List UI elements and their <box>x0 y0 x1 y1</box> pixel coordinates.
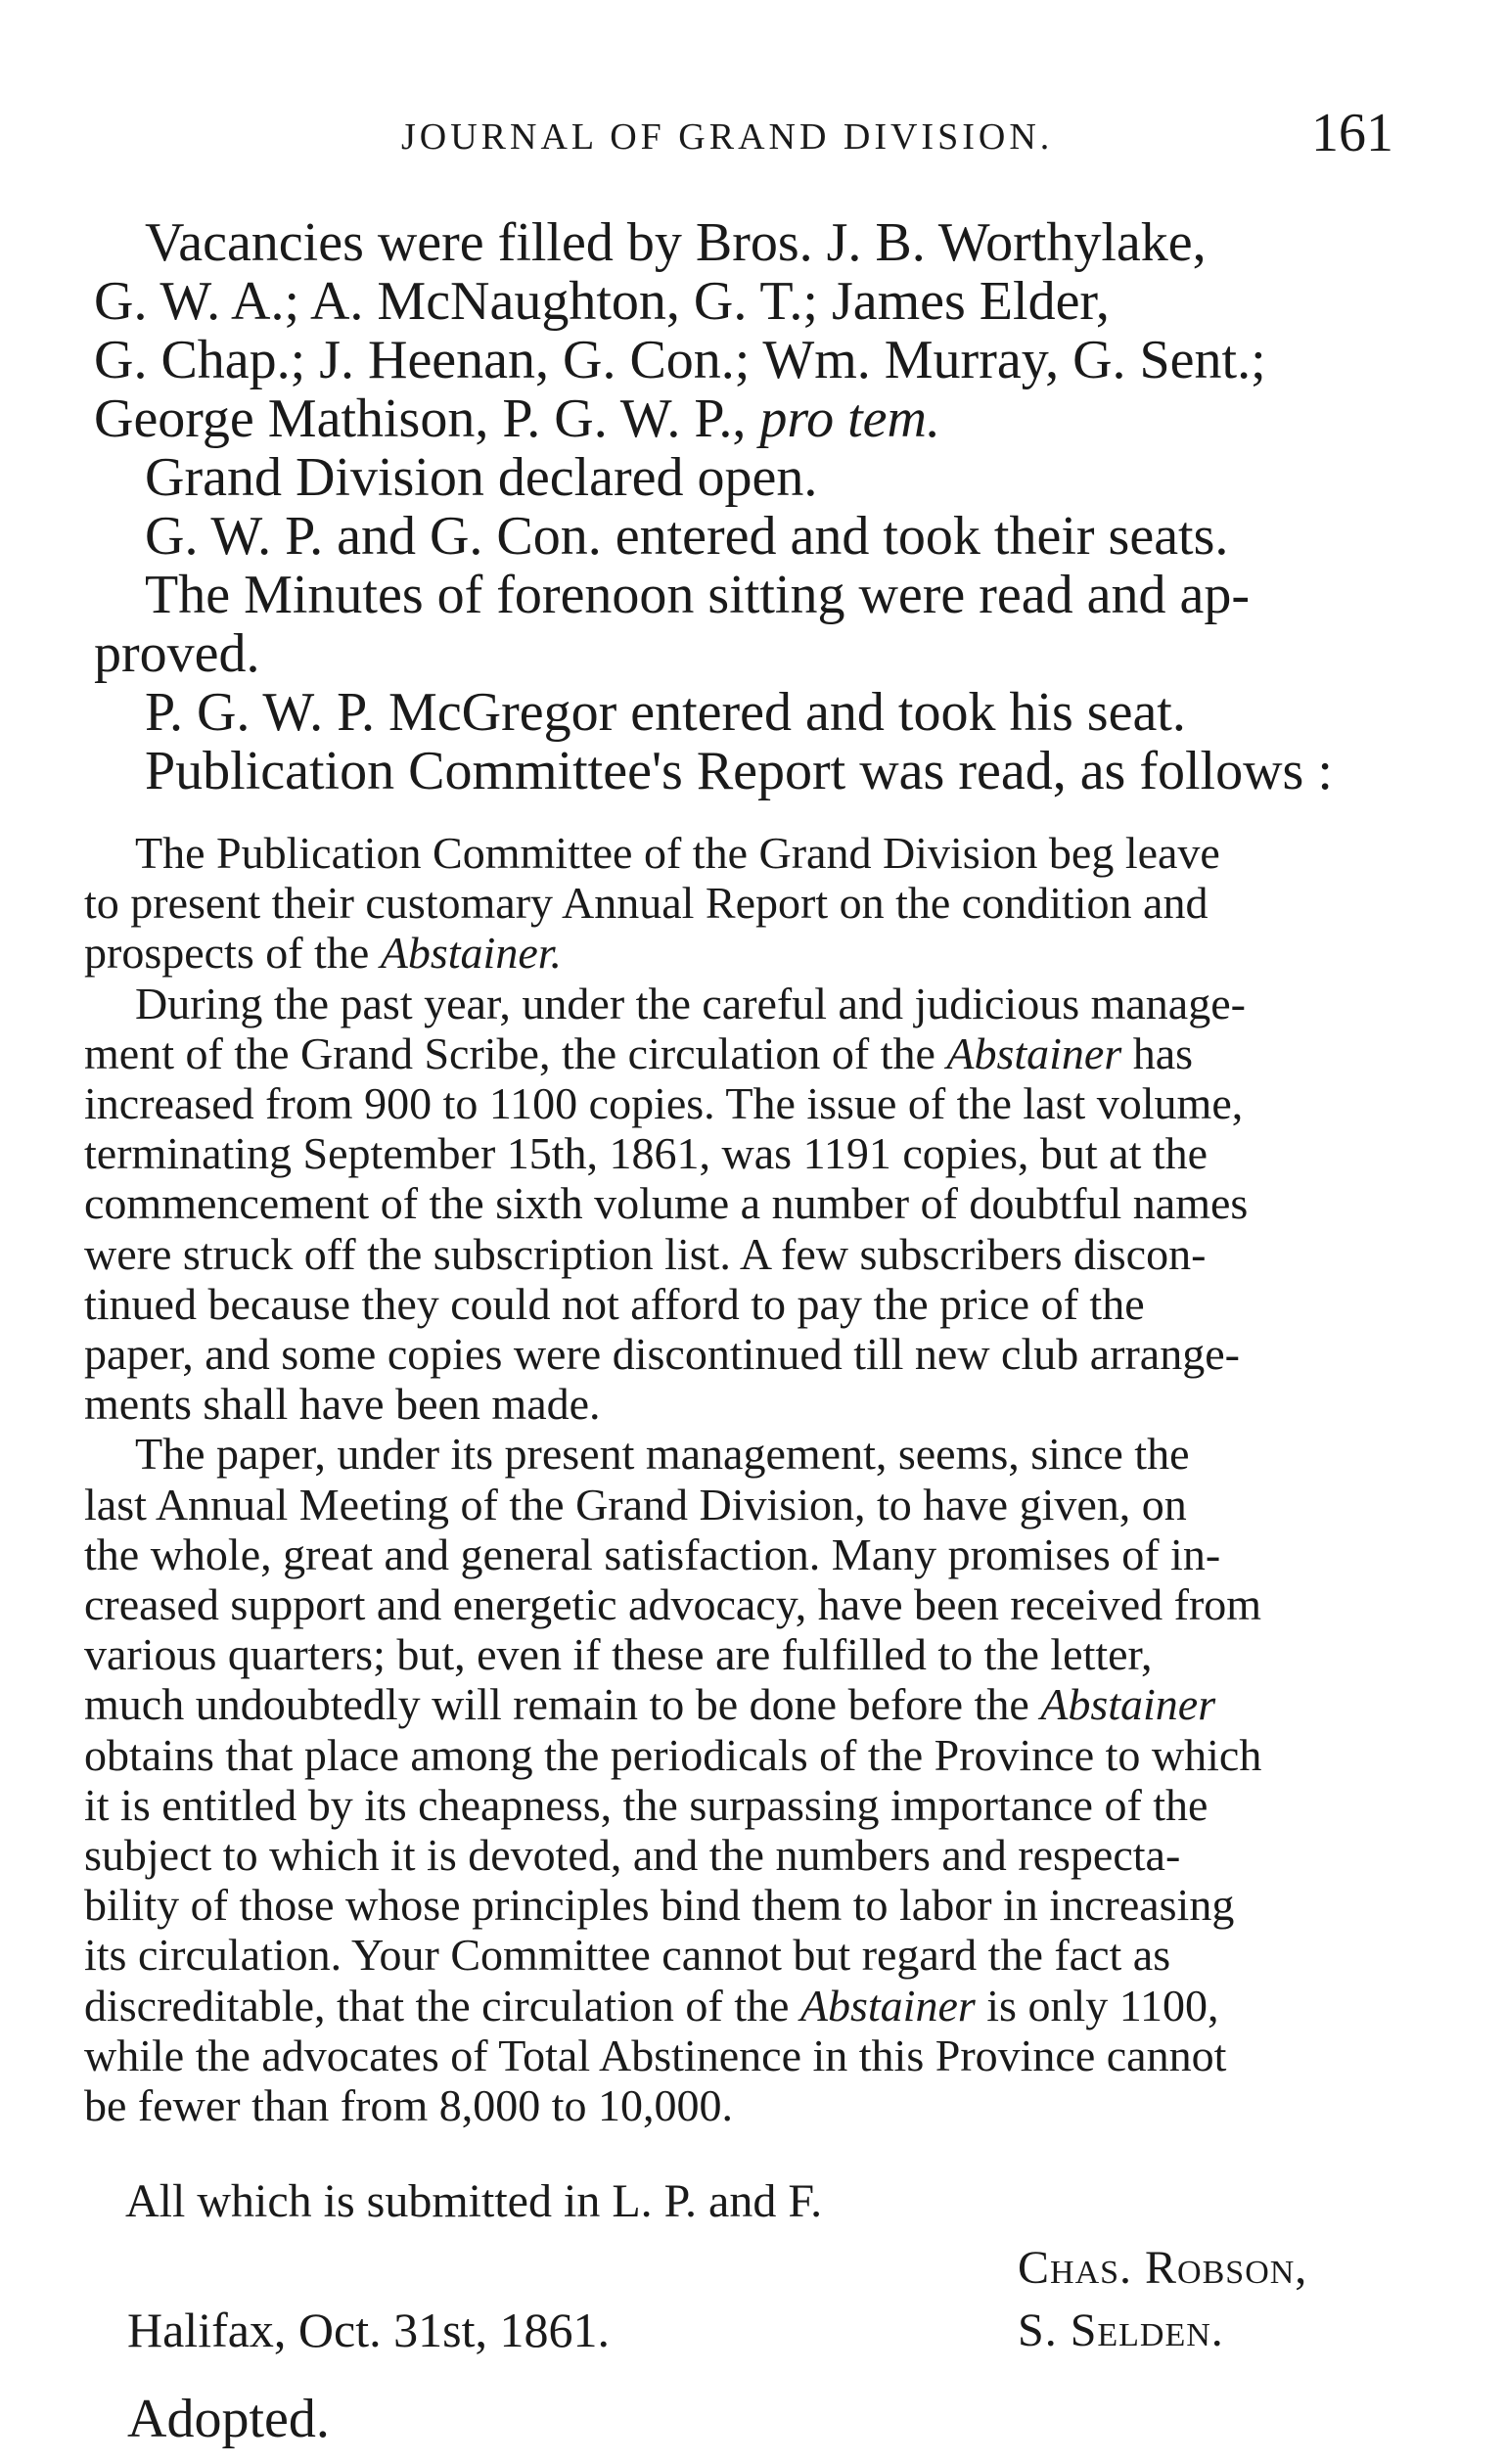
mcgregor-line: P. G. W. P. McGregor entered and took his seat. <box>145 682 1186 743</box>
vacancies-line-4 <box>94 389 1425 448</box>
para2-line-4: terminating September 15th, 1861, was 1191 copies, but at the <box>84 1128 1209 1179</box>
running-head: JOURNAL OF GRAND DIVISION. <box>401 116 1054 158</box>
para3-line-12-tail: is only 1100, <box>986 1980 1219 2031</box>
submitted-line: All which is submitted in L. P. and F. <box>125 2175 823 2227</box>
para3-line-13: while the advocates of Total Abstinence in this Province cannot <box>84 2030 1227 2080</box>
para3-line-8: it is entitled by its cheapness, the surpassing importance of the <box>84 1779 1209 1830</box>
para2-line-1: During the past year, under the careful and judicious manage- <box>135 978 1246 1028</box>
para2-line-9: ments shall have been made. <box>84 1379 601 1430</box>
para2-line-2-tail: has <box>1132 1027 1194 1078</box>
para1-line-3 <box>84 928 1395 978</box>
page-number: 161 <box>1311 103 1393 163</box>
abstainer-italic-3: Abstainer <box>1040 1679 1216 1730</box>
abstainer-italic-1: Abstainer. <box>380 928 563 979</box>
vacancies-line-3: G. Chap.; J. Heenan, G. Con.; Wm. Murray, G. Sent.; <box>94 330 1266 390</box>
report-intro-line: Publication Committee's Report was read, as follows : <box>145 741 1333 801</box>
para2-line-2-text: ment of the Grand Scribe, the circulation of the <box>84 1027 935 1078</box>
para3-line-9: subject to which it is devoted, and the numbers and respecta- <box>84 1830 1181 1881</box>
para3-line-12 <box>84 1981 1395 2031</box>
abstainer-italic-2: Abstainer <box>946 1027 1122 1078</box>
vacancies-line-2: G. W. A.; A. McNaughton, G. T.; James Elder, <box>94 271 1110 332</box>
para3-line-4: creased support and energetic advocacy, have been received from <box>84 1579 1262 1630</box>
adopted-line: Adopted. <box>127 2389 330 2449</box>
para3-line-10: bility of those whose principles bind them to labor in increasing <box>84 1880 1235 1931</box>
para3-line-5: various quarters; but, even if these are fulfilled to the letter, <box>84 1629 1153 1680</box>
para2-line-7: tinued because they could not afford to pay the price of the <box>84 1278 1145 1329</box>
minutes-read-line-2: proved. <box>94 623 260 684</box>
signature-robson: Chas. Robson, <box>1018 2242 1308 2294</box>
abstainer-italic-4: Abstainer <box>799 1980 976 2031</box>
para1-line-3-text: prospects of the <box>84 928 370 979</box>
para2-line-6: were struck off the subscription list. A few subscribers discon- <box>84 1228 1207 1279</box>
para3-line-1: The paper, under its present management, seems, since the <box>135 1429 1190 1480</box>
vacancies-line-4-text: George Mathison, P. G. W. P., <box>94 388 747 449</box>
para3-line-14: be fewer than from 8,000 to 10,000. <box>84 2080 734 2131</box>
minutes-read-line-1: The Minutes of forenoon sitting were read and ap- <box>145 565 1250 625</box>
report-section <box>84 828 1395 2130</box>
vacancies-line-1: Vacancies were filled by Bros. J. B. Worthylake, <box>145 212 1207 273</box>
para3-line-11: its circulation. Your Committee cannot but regard the fact as <box>84 1930 1171 1981</box>
para3-line-6-text: much undoubtedly will remain to be done before the <box>84 1679 1029 1730</box>
para3-line-12-text: discreditable, that the circulation of the <box>84 1980 790 2031</box>
declared-open-line: Grand Division declared open. <box>145 447 818 508</box>
para3-line-2: last Annual Meeting of the Grand Division, to have given, on <box>84 1479 1187 1529</box>
para3-line-6 <box>84 1679 1395 1729</box>
para2-line-3: increased from 900 to 1100 copies. The issue of the last volume, <box>84 1078 1244 1129</box>
para3-line-3: the whole, great and general satisfaction. Many promises of in- <box>84 1529 1221 1579</box>
para2-line-8: paper, and some copies were discontinued till new club arrange- <box>84 1329 1240 1380</box>
place-date: Halifax, Oct. 31st, 1861. <box>127 2303 610 2357</box>
signature-selden: S. Selden. <box>1018 2304 1224 2356</box>
minutes-section <box>94 213 1425 800</box>
para3-line-7: obtains that place among the periodicals of the Province to which <box>84 1729 1262 1780</box>
pro-tem-italic: pro tem. <box>759 388 940 449</box>
para2-line-5: commencement of the sixth volume a number of doubtful names <box>84 1178 1249 1229</box>
para1-line-2: to present their customary Annual Report on the condition and <box>84 878 1209 929</box>
entered-line: G. W. P. and G. Con. entered and took their seats. <box>145 506 1229 567</box>
para2-line-2 <box>84 1028 1395 1078</box>
para1-line-1: The Publication Committee of the Grand Division beg leave <box>135 828 1220 878</box>
